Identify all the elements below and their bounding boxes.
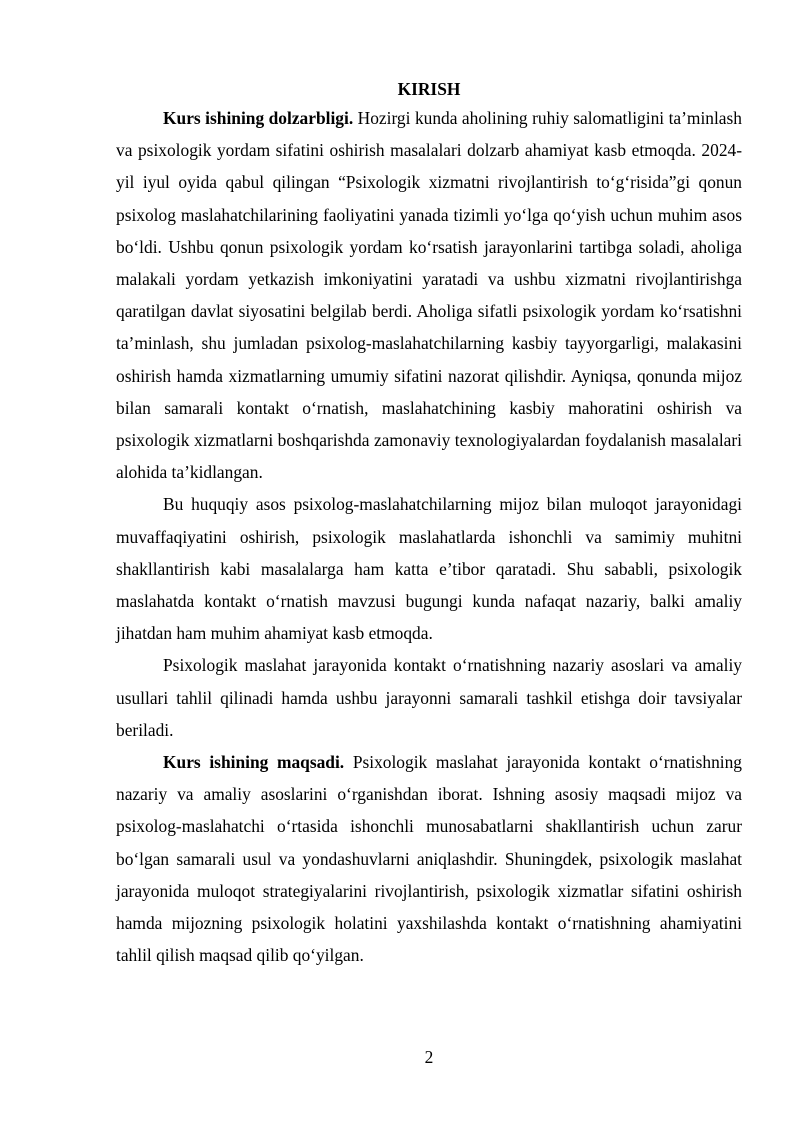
paragraph-text: Psixologik maslahat jarayonida kontakt o‘rnatishning nazariy asoslari va amaliy usullari tahlil qilinadi hamda ushbu jarayonni samarali tashkil etishga doir tavsiyalar beriladi. (116, 655, 742, 740)
paragraph-lead: Kurs ishining maqsadi. (163, 752, 345, 773)
paragraph-goal (116, 746, 742, 971)
paragraph-legal-basis (116, 488, 742, 649)
page-number: 2 (424, 1047, 434, 1067)
paragraph-text: Hozirgi kunda aholining ruhiy salomatligini ta’minlash va psixologik yordam sifatini oshirish masalalari dolzarb ahamiyat kasb etmoqda. 2024-yil iyul oyida qabul qilingan “Psixologik xizmatni rivojlantirish to‘g‘risida”gi qonun psixolog maslahatchilarining faoliyatini yanada tizimli yo‘lga qo‘yish uchun muhim asos bo‘ldi. Ushbu qonun psixologik yordam ko‘rsatish jarayonlarini tartibga soladi, aholiga malakali yordam yetkazish imkoniyatini yaratadi va ushbu xizmatni rivojlantirishga qaratilgan davlat siyosatini belgilab berdi. Aholiga sifatli psixologik yordam ko‘rsatishni ta’minlash, shu jumladan psixolog-maslahatchilarning kasbiy tayyorgarligi, malakasini oshirish hamda xizmatlarning umumiy sifatini nazorat qilishdir. Ayniqsa, qonunda mijoz bilan samarali kontakt o‘rnatish, maslahatchining kasbiy mahoratini oshirish va psixologik xizmatlarni boshqarishda zamonaviy texnologiyalardan foydalanish masalalari alohida ta’kidlangan. (116, 108, 742, 483)
paragraph-text: Psixologik maslahat jarayonida kontakt o‘rnatishning nazariy va amaliy asoslarini o‘rganishdan iborat. Ishning asosiy maqsadi mijoz va psixolog-maslahatchi o‘rtasida ishonchli munosabatlarni shakllantirish uchun zarur bo‘lgan samarali usul va yondashuvlarni aniqlashdir. Shuningdek, psixologik maslahat jarayonida muloqot strategiyalarini rivojlantirish, psixologik xizmatlar sifatini oshirish hamda mijozning psixologik holatini yaxshilashda kontakt o‘rnatishning ahamiyatini tahlil qilish maqsad qilib qo‘yilgan. (116, 752, 742, 966)
paragraph-relevance (116, 102, 742, 488)
paragraph-lead: Kurs ishining dolzarbligi. (163, 108, 354, 128)
section-heading: KIRISH (397, 79, 461, 99)
paragraph-analysis (116, 649, 742, 746)
document-body (116, 102, 742, 971)
paragraph-text: Bu huquqiy asos psixolog-maslahatchilarning mijoz bilan muloqot jarayonidagi muvaffaqiyatini oshirish, psixologik maslahatlarda ishonchli va samimiy muhitni shakllantirish kabi masalalarga ham katta e’tibor qaratadi. Shu sababli, psixologik maslahatda kontakt o‘rnatish mavzusi bugungi kunda nafaqat nazariy, balki amaliy jihatdan ham muhim ahamiyat kasb etmoqda. (116, 494, 742, 644)
